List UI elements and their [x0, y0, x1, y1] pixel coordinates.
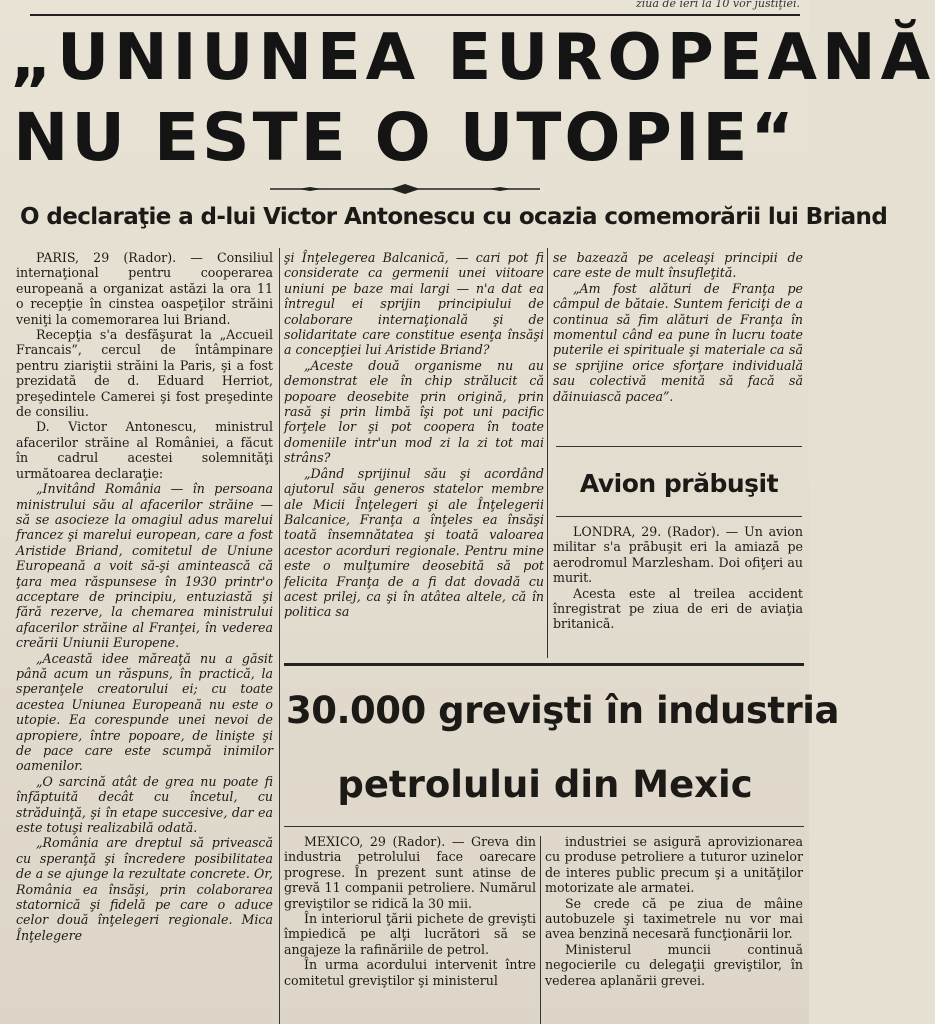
paragraph: Recepţia s'a desfăşurat la „Accueil Francais”, cercul de întâmpinare pentru ziariştii străini la Paris, şi a fost prezidată de d. Eduard Herriot, preşedintele Camerei şi fost preşedinte de consiliu. — [16, 327, 273, 420]
paragraph: „România are dreptul să privească cu speranţă şi încredere posibilitatea de a se ajunge la rezultate concrete. Or, România ea însăşi, prin colaborarea statornică şi fidelă pe care o aduce celor două înţelegeri regionale. Mica Înţelegere — [16, 835, 273, 943]
avion-headline: Avion prăbuşit — [579, 469, 779, 498]
mexic-headline-line-1: 30.000 grevişti în industria — [286, 689, 839, 732]
column-rule — [547, 248, 548, 658]
section-divider — [284, 826, 804, 827]
paragraph: Ministerul muncii continuă negocierile cu delegaţii greviştilor, în vederea aplanării grevei. — [545, 941, 803, 988]
article-column-3 — [553, 250, 803, 440]
paragraph: „Această idee măreaţă nu a găsit până acum un răspuns, în practică, la speranţele creatorului ei; cu toate acestea Uniunea Europeană nu este o utopie. Ea corespunde unei nevoi de apropiere, între popoare, de linişte şi de pace care este scumpă inimilor oamenilor. — [16, 650, 273, 774]
paragraph: Acesta este al treilea accident înregistrat pe ziua de eri de aviaţia britanică. — [553, 585, 803, 632]
article-column-1 — [16, 250, 273, 1022]
mexic-column-right — [545, 834, 803, 1024]
subheadline: O declaraţie a d-lui Victor Antonescu cu ocazia comemorării lui Briand — [20, 204, 888, 230]
paragraph: Se crede că pe ziua de mâine autobuzele şi taximetrele nu vor mai avea benzină necesară funcţionării lor. — [545, 895, 803, 942]
headline-line-1: „UNIUNEA EUROPEANĂ — [10, 21, 935, 95]
paragraph: se bazează pe aceleaşi principii de care este de mult însufleţită. — [553, 250, 803, 281]
section-divider — [284, 663, 804, 666]
paragraph: industriei se asigură aprovizionarea cu produse petroliere a tuturor uzinelor de interes public precum şi a unităţilor motorizate ale armatei. — [545, 834, 803, 896]
column-rule — [540, 836, 541, 1024]
paragraph: şi Înţelegerea Balcanică, — cari pot fi considerate ca germenii unei viitoare uniuni pe baze mai largi — n'a dat ea întregul ei sprijin principiului de colaborare internaţională şi de solidaritate care constitue esenţa însăşi a concepţiei lui Aristide Briand? — [284, 250, 544, 358]
column-rule — [279, 248, 280, 1024]
headline-line-2: NU ESTE O UTOPIE“ — [13, 99, 797, 176]
ornament-divider — [270, 184, 540, 194]
paragraph: PARIS, 29 (Rador). — Consiliul internaţional pentru cooperarea europeană a organizat astăzi la ora 11 o recepţie în cinstea oaspeţilor străini veniţi la comemorarea lui Briand. — [16, 250, 273, 327]
paragraph: „Invitând România — în persoana ministrului său al afacerilor străine — să se asocieze la omagiul adus marelui francez şi marelui european, care a fost Aristide Briand, comitetul de Uniune Europeană a voit să-şi amintească că ţara mea răspunsese în 1930 printr'o acceptare de principiu, entuziastă şi fără rezerve, la chemarea ministrului afacerilor străine al Franţei, în vederea creării Uniunii Europene. — [16, 481, 273, 651]
avion-article — [553, 524, 803, 659]
paragraph: „Dând sprijinul său şi acordând ajutorul său generos statelor membre ale Micii Înţelegeri şi ale Înţelegerii Balcanice, Franţa a înţeles ea însăşi toată însemnătatea şi toată valoarea acestor acorduri regionale. Pentru mine este o mulţumire deosebită să pot felicita Franţa de a fi dat dovadă cu acest prilej, ca şi în atâtea altele, că în politica sa — [284, 465, 544, 620]
paragraph: MEXICO, 29 (Rador). — Greva din industria petrolului face oarecare progrese. În prezent sunt atinse de grevă 11 companii petroliere. Numărul greviştilor se ridică la 30 mii. — [284, 834, 536, 911]
paragraph: „Aceste două organisme nu au demonstrat ele în chip strălucit că popoare deosebite prin origină, prin rasă şi prin limbă îşi pot uni pacific forţele lor şi pot coopera în toate domeniile intr'un mod zi la zi tot mai strâns? — [284, 357, 544, 466]
paragraph: În urma acordului intervenit între comitetul greviştilor şi ministerul — [284, 957, 536, 988]
section-divider — [556, 516, 802, 517]
paragraph: D. Victor Antonescu, ministrul afacerilor străine al României, a făcut în cadrul acestei solemnităţi următoarea declaraţie: — [16, 419, 273, 481]
section-divider — [556, 446, 802, 447]
mexic-column-left — [284, 834, 536, 1024]
paragraph: În interiorul ţării pichete de grevişti împiedică pe alţi lucrători să se angajeze la rafinăriile de petrol. — [284, 911, 536, 957]
paragraph: „Am fost alături de Franţa pe câmpul de bătaie. Suntem fericiţi de a continua să fim alături de Franţa în momentul când ea pune în lucru toate puterile ei spirituale şi materiale ca să se sprijine orice sforţare individuală sau colectivă menită să facă să dăinuiască pacea”. — [553, 280, 803, 404]
top-strip-text: ziua de ieri la 10 vor justiţiei. — [30, 0, 800, 16]
paragraph: „O sarcină atât de grea nu poate fi înfăptuită decât cu încetul, cu străduinţă, şi în etape succesive, dar ea este totuşi realizabilă odată. — [16, 773, 273, 836]
paragraph: LONDRA, 29. (Rador). — Un avion militar s'a prăbuşit eri la amiază pe aerodromul Marzlesham. Doi ofiţeri au murit. — [553, 524, 803, 586]
article-column-2 — [284, 250, 544, 662]
mexic-headline-line-2: petrolului din Mexic — [337, 763, 753, 806]
